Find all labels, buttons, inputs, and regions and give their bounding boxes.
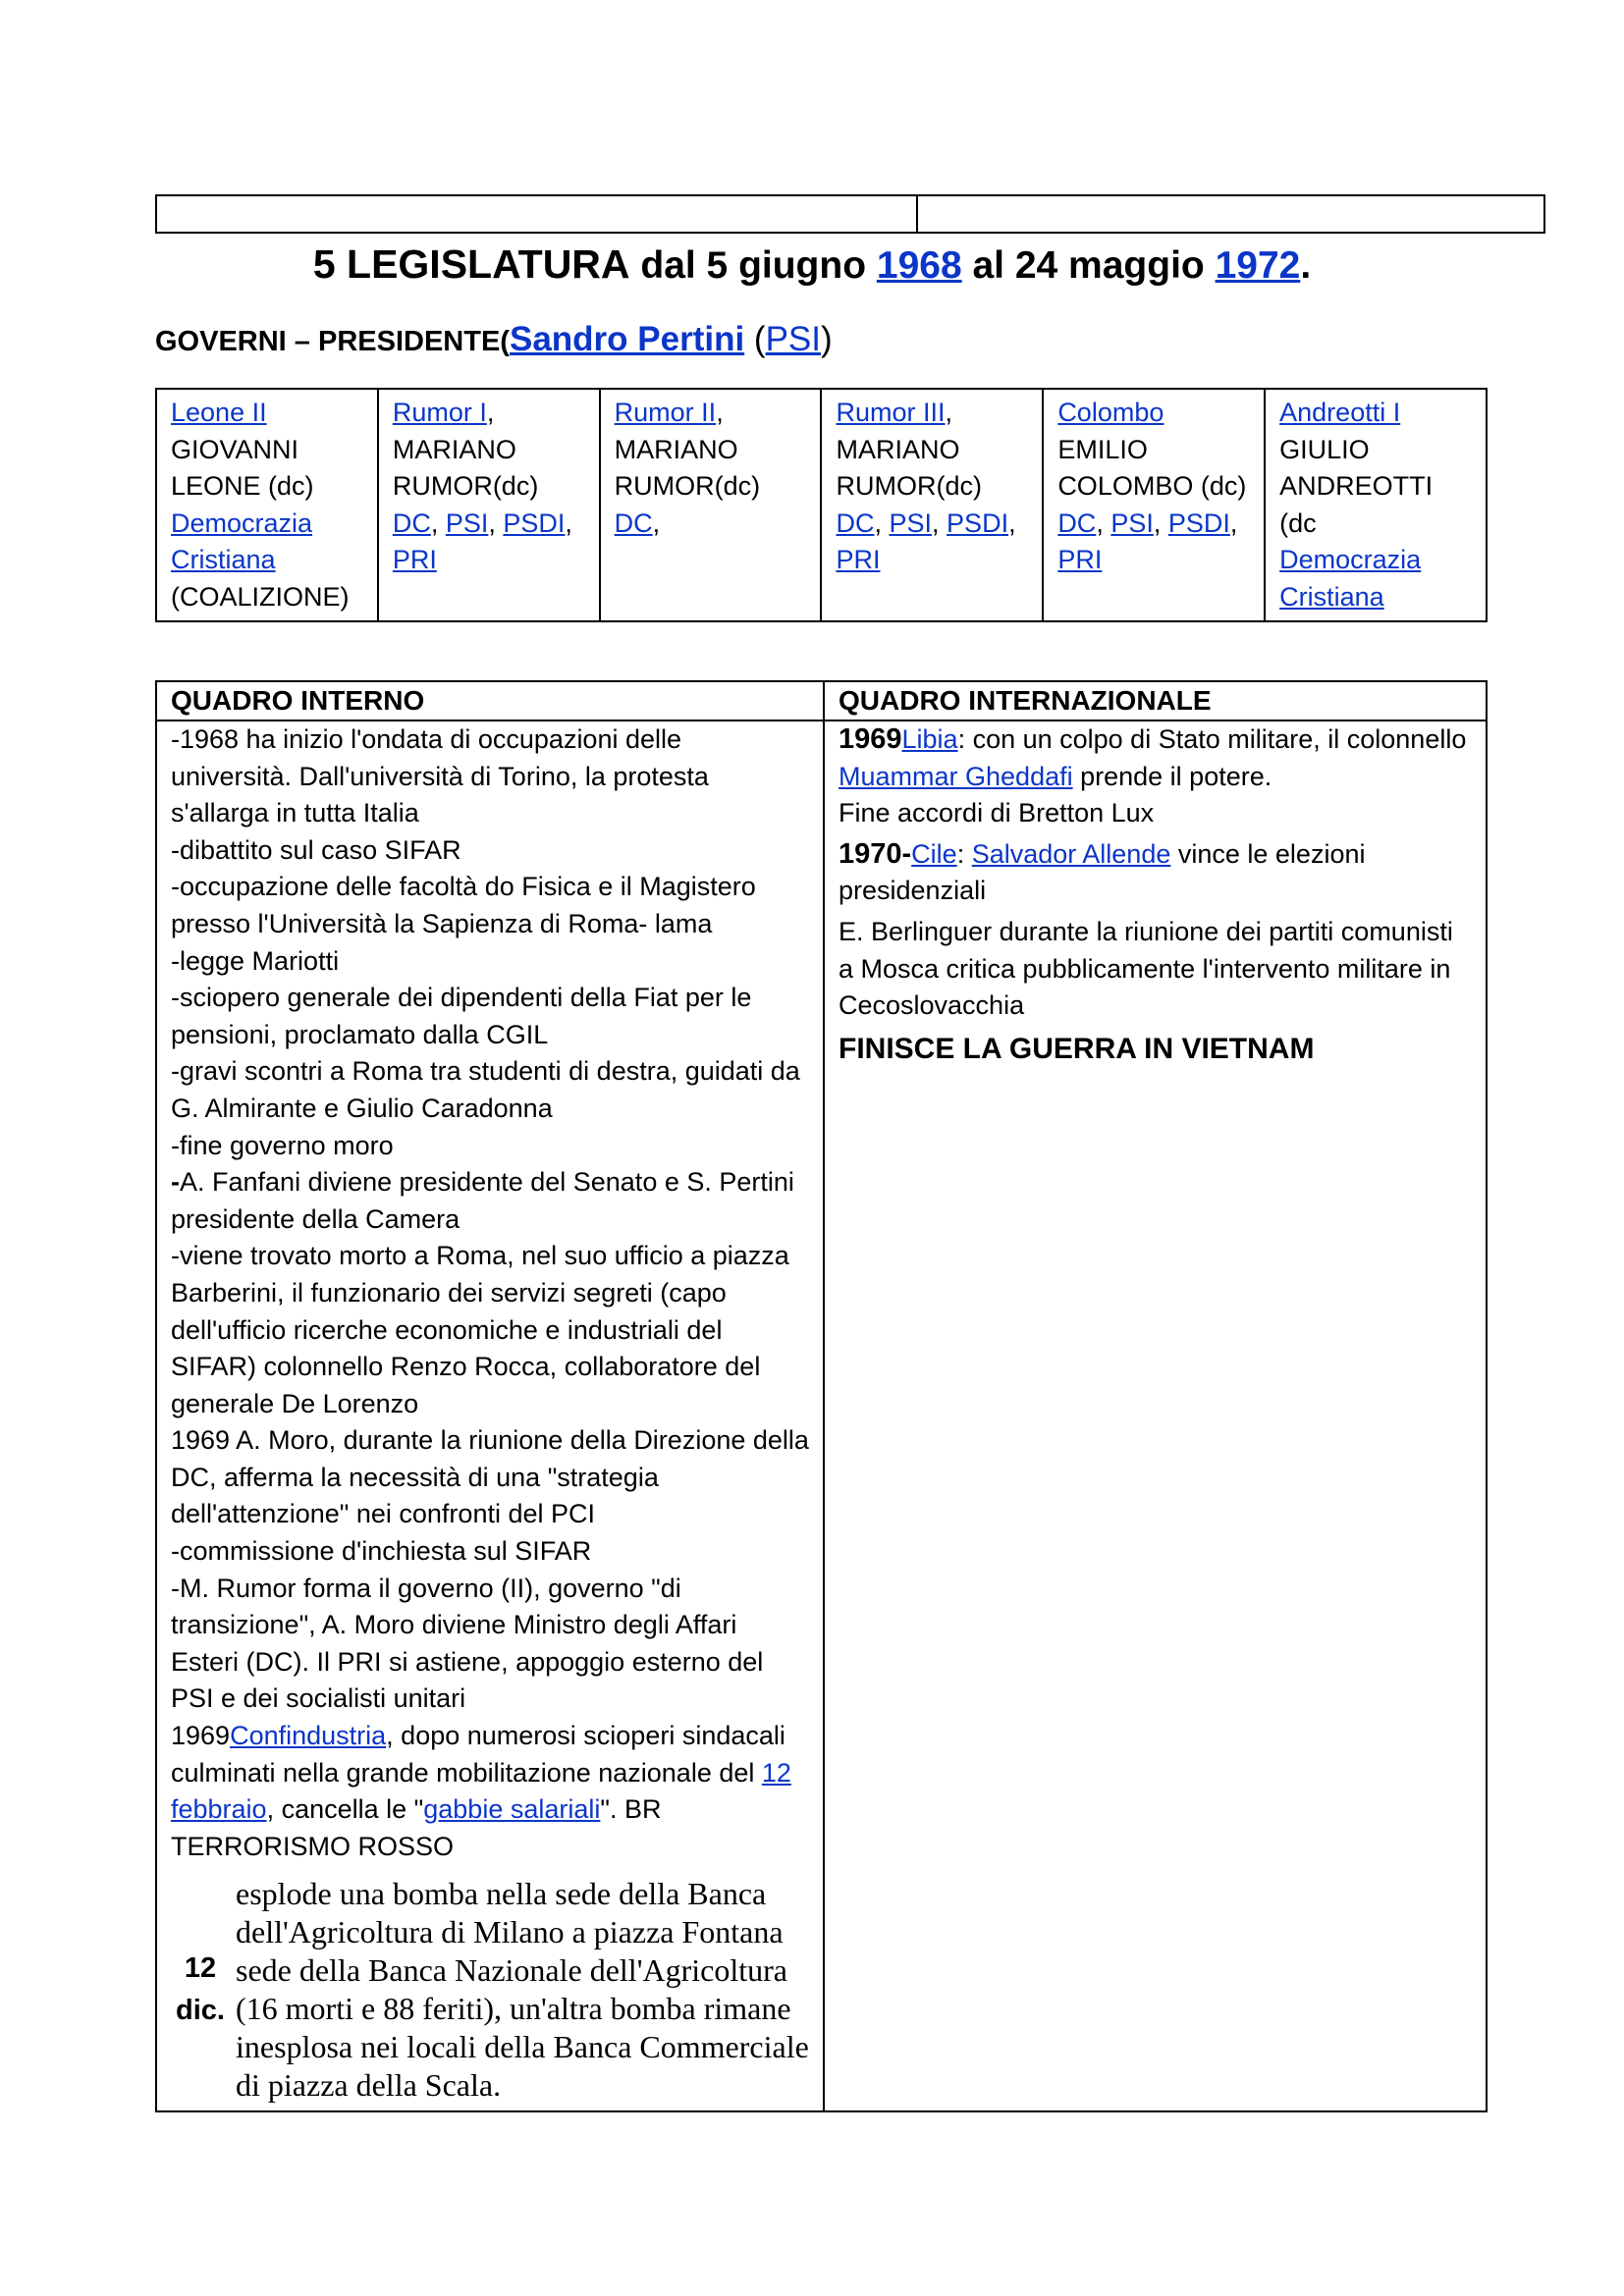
quadro-interno-header: QUADRO INTERNO: [156, 681, 824, 721]
governi-party-open: (: [744, 320, 766, 358]
party-link[interactable]: PSDI: [503, 507, 566, 538]
libia-link[interactable]: Libia: [901, 724, 958, 754]
page-title: [0, 236, 1624, 294]
interno-item: -M. Rumor forma il governo (II), governo "di transizione", A. Moro diviene Ministro degli Affari Esteri (DC). Il PRI si astiene, appoggio esterno del PSI e dei socialisti unitari: [171, 1573, 764, 1714]
quadro-internazionale-cell: [824, 721, 1487, 2111]
libia-text-2: prende il potere.: [1072, 761, 1272, 791]
governi-label: GOVERNI – PRESIDENTE(: [155, 326, 510, 357]
party-link[interactable]: Democrazia Cristiana: [1279, 545, 1422, 612]
header-cell-right: [917, 195, 1544, 233]
psi-link[interactable]: PSI: [765, 320, 821, 358]
title-end: .: [1300, 244, 1312, 287]
title-dal: dal 5 giugno: [629, 244, 877, 287]
allende-link[interactable]: Salvador Allende: [971, 838, 1171, 869]
cile-link[interactable]: Cile: [911, 838, 957, 869]
vietnam-item: FINISCE LA GUERRA IN VIETNAM: [839, 1032, 1315, 1065]
party-separator: ,: [652, 507, 661, 538]
title-prefix: 5 LEGISLATURA: [312, 241, 630, 287]
interno-item: -fine governo moro: [171, 1130, 394, 1160]
dic-date-label: 12 dic.: [176, 1952, 225, 2027]
interno-list-2: [171, 1238, 809, 1718]
interno-item: -1968 ha inizio l'ondata di occupazioni delle università. Dall'università di Torino, la protesta s'allarga in tutta Italia: [171, 724, 709, 828]
sandro-pertini-link[interactable]: Sandro Pertini: [509, 320, 745, 358]
governments-row: [156, 389, 1487, 621]
party-link[interactable]: PSI: [1110, 507, 1154, 538]
party-separator: ,: [1096, 507, 1111, 538]
party-link[interactable]: DC: [392, 507, 431, 538]
government-cell: [156, 389, 378, 621]
libia-year: 1969: [839, 723, 902, 755]
party-separator: ,: [488, 507, 504, 538]
quadro-interno-cell: [156, 721, 824, 2111]
government-premier: EMILIO COLOMBO (dc): [1057, 434, 1247, 501]
party-link[interactable]: PRI: [1057, 545, 1103, 574]
interno-item: -legge Mariotti: [171, 945, 340, 976]
interno-item: -occupazione delle facoltà do Fisica e il Magistero presso l'Università la Sapienza di Roma- lama: [171, 872, 756, 938]
party-link[interactable]: DC: [1057, 507, 1097, 538]
party-link[interactable]: Democrazia Cristiana: [171, 507, 313, 574]
government-cell: [378, 389, 600, 621]
government-extra: (COALIZIONE): [171, 581, 350, 612]
government-cell: [821, 389, 1043, 621]
party-link[interactable]: PSDI: [1167, 507, 1230, 538]
fanfani-line: [171, 1164, 809, 1238]
bretton-text: Fine accordi di Bretton Lux: [839, 798, 1155, 828]
government-link-suffix: ,: [486, 398, 495, 427]
interno-item: -viene trovato morto a Roma, nel suo ufficio a piazza Barberini, il funzionario dei servizi segreti (capo dell'ufficio ricerche economiche e industriali del SIFAR) colonnello Renzo Rocca, collaboratore del generale De Lorenzo: [171, 1241, 789, 1418]
year-1968-link[interactable]: 1968: [876, 244, 962, 287]
header-empty-table: [155, 194, 1545, 234]
government-link[interactable]: Andreotti I: [1279, 398, 1401, 427]
gheddafi-link[interactable]: Muammar Gheddafi: [839, 761, 1073, 791]
party-link[interactable]: PSI: [445, 507, 489, 538]
quadro-table: [155, 680, 1488, 2112]
party-link[interactable]: PRI: [392, 545, 437, 574]
piazza-fontana-block: [171, 1875, 809, 2110]
party-separator: ,: [1153, 507, 1168, 538]
party-separator: ,: [1229, 507, 1238, 538]
fanfani-dash: -: [171, 1167, 180, 1198]
party-link[interactable]: PSDI: [947, 507, 1009, 538]
government-premier: GIULIO ANDREOTTI (dc: [1279, 434, 1434, 538]
quadro-internazionale-header: QUADRO INTERNAZIONALE: [824, 681, 1487, 721]
party-link[interactable]: PSI: [889, 507, 933, 538]
quadro-header-row: [156, 681, 1487, 721]
party-separator: ,: [1008, 507, 1016, 538]
government-premier: MARIANO RUMOR(dc): [614, 434, 761, 501]
title-al: al 24 maggio: [961, 244, 1216, 287]
party-link[interactable]: DC: [836, 507, 875, 538]
governi-party-close: ): [821, 320, 833, 358]
government-link[interactable]: Colombo: [1057, 398, 1164, 427]
cile-text-2: vince le elezioni presidenziali: [839, 838, 1366, 906]
confindustria-link[interactable]: Confindustria: [230, 1721, 387, 1751]
party-separator: ,: [565, 507, 572, 538]
interno-item: -sciopero generale dei dipendenti della Fiat per le pensioni, proclamato dalla CGIL: [171, 983, 752, 1049]
government-cell: [600, 389, 822, 621]
cile-item: [839, 836, 1472, 910]
interno-item: -commissione d'inchiesta sul SIFAR: [171, 1536, 592, 1567]
government-link-suffix: ,: [716, 398, 724, 427]
fanfani-text: A. Fanfani diviene presidente del Senato e S. Pertini presidente della Camera: [171, 1167, 794, 1234]
conf-text-2: , cancella le ": [266, 1794, 424, 1825]
quadro-body-row: [156, 721, 1487, 2111]
dic-text: esplode una bomba nella sede della Banca dell'Agricoltura di Milano a piazza Fontana sede della Banca Nazionale dell'Agricoltura (16 morti e 88 feriti), un'altra bomba rimane inesplosa nei locali della Banca Commerciale di piazza della Scala.: [236, 1876, 809, 2104]
conf-text-3: ". BR TERRORISMO ROSSO: [171, 1794, 662, 1861]
government-link[interactable]: Rumor I: [392, 398, 487, 427]
year-1972-link[interactable]: 1972: [1215, 244, 1301, 287]
berlinguer-item: E. Berlinguer durante la riunione dei partiti comunisti a Mosca critica pubblicamente l'intervento militare in Cecoslovacchia: [839, 916, 1453, 1021]
party-link[interactable]: DC: [614, 507, 653, 538]
government-link[interactable]: Leone II: [171, 398, 267, 427]
government-link[interactable]: Rumor III: [836, 398, 946, 427]
government-premier: GIOVANNI LEONE (dc): [171, 434, 314, 501]
cile-text-1: :: [956, 838, 972, 869]
party-separator: ,: [932, 507, 947, 538]
party-link[interactable]: PRI: [836, 545, 881, 574]
interno-list-1: [171, 721, 809, 1164]
government-cell: [1265, 389, 1487, 621]
governi-heading: [155, 312, 833, 369]
libia-item: [839, 721, 1472, 832]
governments-table: [155, 388, 1488, 622]
government-link[interactable]: Rumor II: [614, 398, 717, 427]
cile-year: 1970-: [839, 837, 912, 870]
party-separator: ,: [874, 507, 890, 538]
government-cell: [1043, 389, 1265, 621]
government-premier: MARIANO RUMOR(dc): [392, 434, 539, 501]
conf-text-1: , dopo numerosi scioperi sindacali culminati nella grande mobilitazione nazionale del: [171, 1721, 785, 1788]
12-febbraio-link[interactable]: 12 febbraio: [171, 1757, 791, 1825]
conf-year: 1969: [171, 1721, 231, 1751]
gabbie-salariali-link[interactable]: gabbie salariali: [423, 1794, 601, 1825]
libia-text-1: : con un colpo di Stato militare, il colonnello: [957, 724, 1467, 754]
government-premier: MARIANO RUMOR(dc): [836, 434, 982, 501]
interno-item: -dibattito sul caso SIFAR: [171, 834, 461, 865]
party-separator: ,: [430, 507, 446, 538]
interno-item: 1969 A. Moro, durante la riunione della Direzione della DC, afferma la necessità di una "strategia dell'attenzione" nei confronti del PCI: [171, 1425, 809, 1529]
interno-item: -gravi scontri a Roma tra studenti di destra, guidati da G. Almirante e Giulio Caradonna: [171, 1056, 800, 1123]
government-link-suffix: ,: [945, 398, 953, 427]
confindustria-line: [171, 1718, 809, 1865]
header-cell-left: [156, 195, 917, 233]
